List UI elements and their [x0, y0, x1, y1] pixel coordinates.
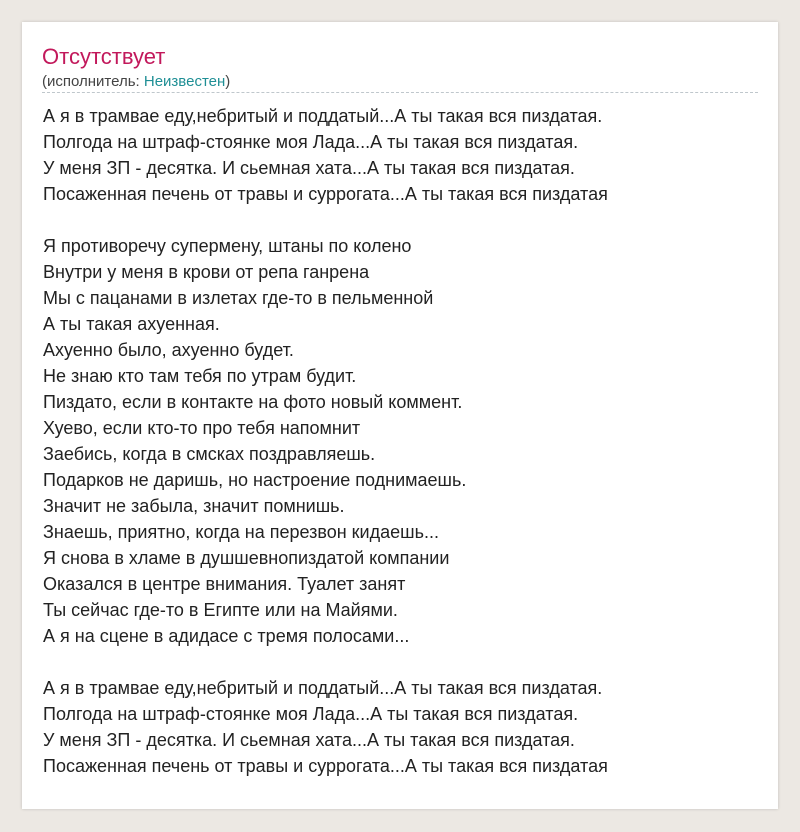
artist-line: [42, 73, 230, 91]
lyric-line: Я снова в хламе в душшевнопиздатой компании: [43, 548, 450, 568]
lyric-line: Оказался в центре внимания. Туалет занят: [43, 574, 406, 594]
stanza-break: [43, 207, 759, 233]
stanza-break: [43, 649, 759, 675]
lyric-line: У меня ЗП - десятка. И сьемная хата...А ты такая вся пиздатая.: [43, 158, 575, 178]
lyric-line: Значит не забыла, значит помнишь.: [43, 496, 345, 516]
lyric-line: У меня ЗП - десятка. И сьемная хата...А ты такая вся пиздатая.: [43, 730, 575, 750]
artist-prefix: (исполнитель:: [42, 73, 144, 90]
lyric-line: Ты сейчас где-то в Египте или на Майями.: [43, 600, 398, 620]
lyric-line: Полгода на штраф-стоянке моя Лада...А ты такая вся пиздатая.: [43, 132, 579, 152]
lyric-line: А я на сцене в адидасе с тремя полосами...: [43, 626, 410, 646]
lyric-line: Заебись, когда в смсках поздравляешь.: [43, 444, 376, 464]
lyric-line: Полгода на штраф-стоянке моя Лада...А ты такая вся пиздатая.: [43, 704, 579, 724]
lyric-line: Хуево, если кто-то про тебя напомнит: [43, 418, 361, 438]
lyric-line: Пиздато, если в контакте на фото новый коммент.: [43, 392, 463, 412]
lyric-line: Знаешь, приятно, когда на перезвон кидаешь...: [43, 522, 439, 542]
lyrics-card: [22, 22, 778, 809]
lyric-line: Ахуенно было, ахуенно будет.: [43, 340, 294, 360]
lyric-line: А я в трамвае еду,небритый и поддатый...А ты такая вся пиздатая.: [43, 678, 603, 698]
song-title: Отсутствует: [42, 44, 166, 69]
artist-link[interactable]: Неизвестен: [143, 73, 226, 90]
lyric-line: А я в трамвае еду,небритый и поддатый...А ты такая вся пиздатая.: [43, 106, 603, 126]
lyric-line: Не знаю кто там тебя по утрам будит.: [43, 366, 357, 386]
lyric-line: Посаженная печень от травы и суррогата...А ты такая вся пиздатая: [43, 184, 608, 204]
lyric-line: Мы с пацанами в излетах где-то в пельменной: [43, 288, 434, 308]
artist-suffix: ): [225, 73, 231, 90]
lyrics-text: [43, 103, 759, 779]
lyric-line: Внутри у меня в крови от репа ганрена: [43, 262, 370, 282]
lyric-line: Я противоречу супермену, штаны по колено: [43, 236, 412, 256]
lyric-line: Подарков не даришь, но настроение поднимаешь.: [43, 470, 467, 490]
title-divider: [42, 92, 758, 93]
lyric-line: А ты такая ахуенная.: [43, 314, 220, 334]
lyric-line: Посаженная печень от травы и суррогата...А ты такая вся пиздатая: [43, 756, 608, 776]
